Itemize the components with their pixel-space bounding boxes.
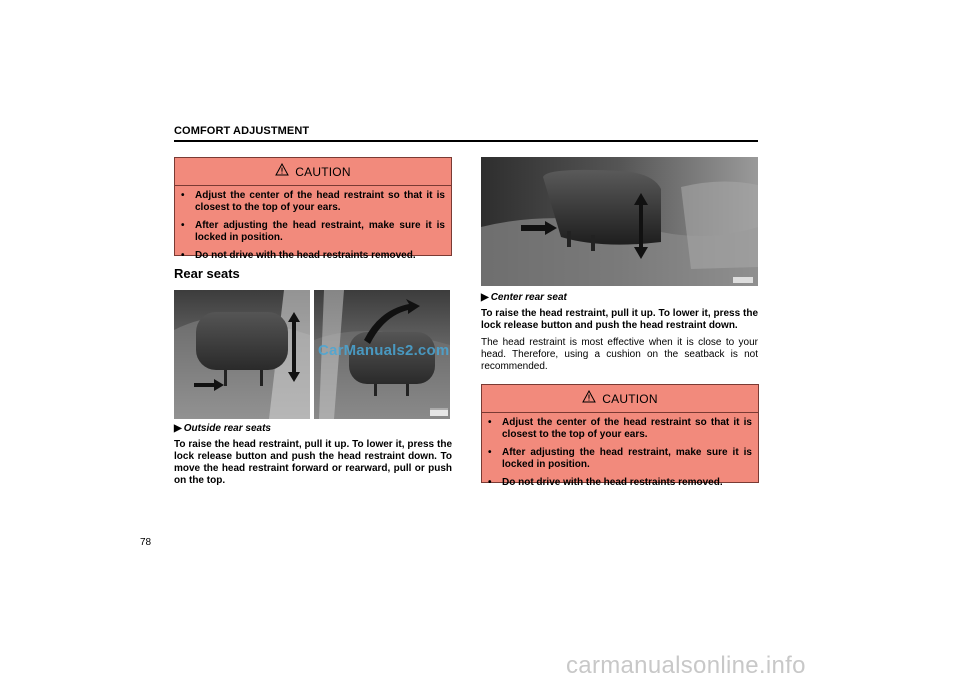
caution-header	[175, 158, 451, 186]
caution-item: • After adjusting the head restraint, make sure it is locked in position.	[181, 220, 445, 243]
bullet: •	[488, 417, 492, 428]
center-rear-seat-photo	[481, 157, 758, 286]
bullet: •	[181, 220, 185, 231]
caution-list	[482, 413, 758, 495]
play-triangle-icon: ▶	[174, 423, 182, 434]
bullet: •	[488, 477, 492, 488]
caution-item: • After adjusting the head restraint, make sure it is locked in position.	[488, 447, 752, 470]
center-rear-seat-text: The head restraint is most effective when it is close to your head. Therefore, using a cushion on the seatback is not recommended.	[481, 337, 758, 372]
outside-rear-seats-text: To raise the head restraint, pull it up. To lower it, press the lock release button and push the head restraint down. To move the head restraint forward or rearward, pull or push on the top.	[174, 439, 452, 486]
footer-watermark: carmanualsonline.info	[566, 652, 806, 679]
caption-center-rear-seat: ▶ Center rear seat	[481, 292, 567, 303]
caution-item: • Adjust the center of the head restraint so that it is closest to the top of your ears.	[488, 417, 752, 440]
bullet: •	[488, 447, 492, 458]
caption-outside-rear-seats: ▶ Outside rear seats	[174, 423, 271, 434]
page-number: 78	[140, 537, 152, 548]
watermark-text: CarManuals2.com	[318, 342, 450, 359]
caution-list	[175, 186, 451, 268]
caution-item: • Do not drive with the head restraints removed.	[181, 250, 416, 261]
center-rear-seat-text-bold: To raise the head restraint, pull it up. To lower it, press the lock release button and push the head restraint down.	[481, 308, 758, 331]
caution-box-left	[174, 157, 452, 261]
caution-label: CAUTION	[295, 164, 351, 179]
warning-triangle-icon	[275, 163, 289, 181]
caution-box-right	[481, 384, 759, 488]
caution-item: • Adjust the center of the head restraint so that it is closest to the top of your ears.	[181, 190, 445, 213]
play-triangle-icon: ▶	[481, 292, 489, 303]
header-rule	[174, 140, 758, 142]
warning-triangle-icon	[582, 390, 596, 408]
caution-header	[482, 385, 758, 413]
caution-label: CAUTION	[602, 391, 658, 406]
page-header-title: COMFORT ADJUSTMENT	[174, 125, 310, 137]
bullet: •	[181, 250, 185, 261]
bullet: •	[181, 190, 185, 201]
section-title-rear-seats: Rear seats	[174, 266, 240, 281]
caution-item: • Do not drive with the head restraints removed.	[488, 477, 723, 488]
